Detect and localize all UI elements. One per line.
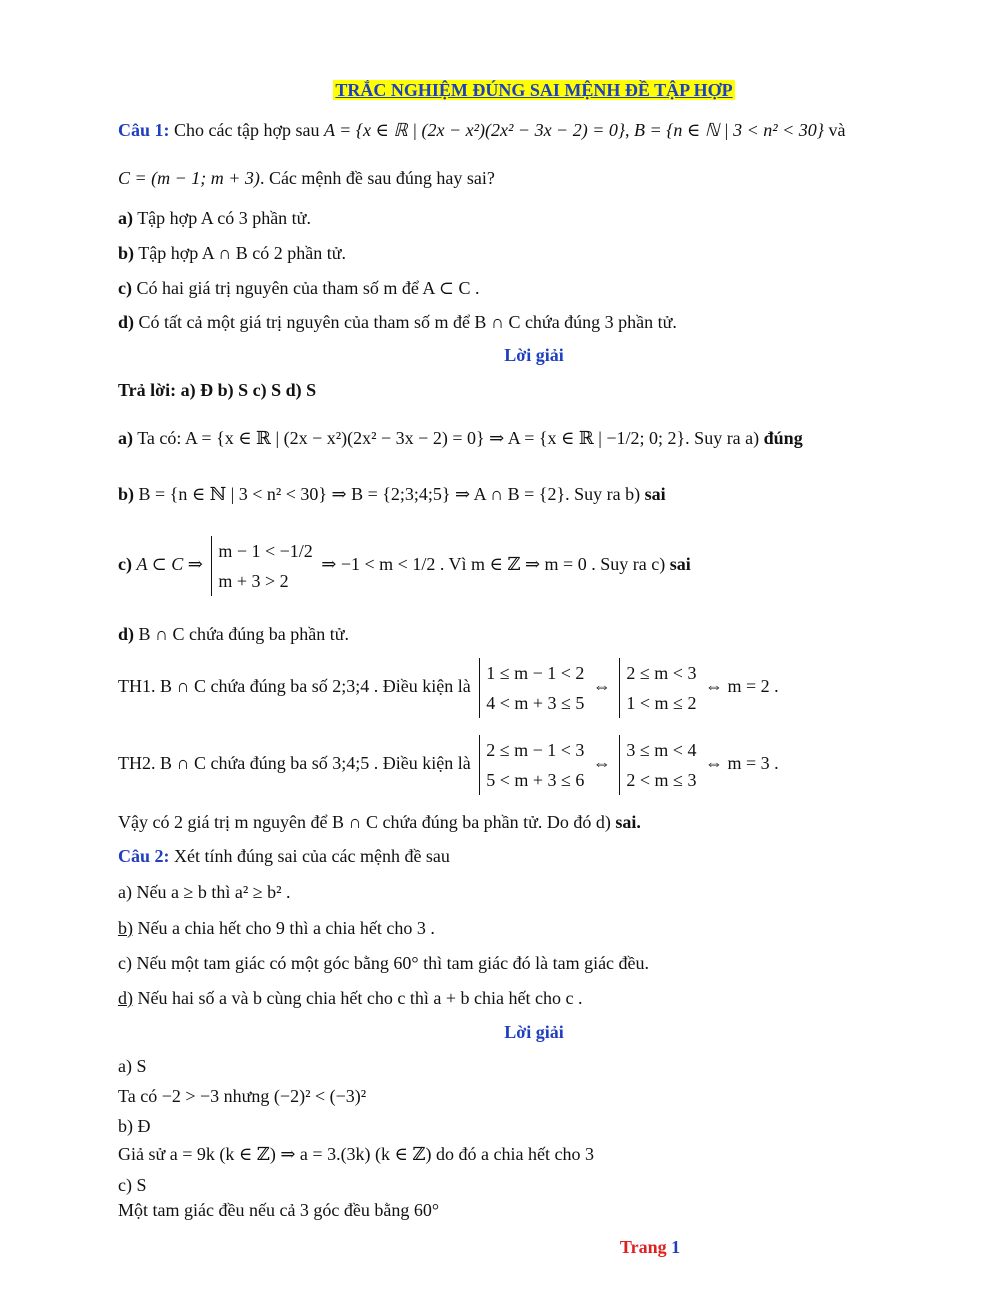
q2-solution-b-text: Giả sử a = 9k (k ∈ ℤ) ⇒ a = 3.(3k) (k ∈ ℤ) do đó a chia hết cho 3	[118, 1144, 594, 1164]
system-brace	[479, 658, 584, 718]
q2-intro: Xét tính đúng sai của các mệnh đề sau	[174, 846, 450, 866]
system-row: 3 ≤ m < 4	[626, 740, 697, 760]
solution-text: B = {n ∈ ℕ | 3 < n² < 30} ⇒ B = {2;3;4;5} ⇒ A ∩ B = {2}. Suy ra b)	[138, 484, 641, 504]
system-row: 5 < m + 3 ≤ 6	[486, 770, 585, 790]
option-label: b)	[118, 918, 133, 938]
q1-label: Câu 1:	[118, 120, 170, 140]
solution-text: A ⊂ C ⇒	[136, 554, 203, 575]
option-text: Nếu a chia hết cho 9 thì a chia hết cho 3 .	[137, 918, 435, 938]
q1-solution-b	[118, 484, 666, 505]
system-row: 2 ≤ m < 3	[626, 663, 697, 683]
case-result: ⇔ m = 2 .	[704, 676, 779, 697]
case-text: TH1. B ∩ C chứa đúng ba số 2;3;4 . Điều kiện là	[118, 676, 471, 697]
solution-label: a)	[118, 428, 133, 448]
q2-solution-c-text: Một tam giác đều nếu cả 3 góc đều bằng 60°	[118, 1200, 440, 1220]
option-label: c)	[118, 278, 132, 298]
q2-label: Câu 2:	[118, 846, 170, 866]
q1-intro: Cho các tập hợp sau	[174, 120, 320, 140]
option-label: a)	[118, 208, 133, 228]
system-row: m + 3 > 2	[218, 571, 289, 591]
option-text: Có hai giá trị nguyên của tham số m để A ⊂ C .	[136, 278, 480, 298]
q1-solution-a	[118, 428, 803, 449]
q1-and: và	[828, 120, 846, 140]
q1-statement-2	[118, 168, 495, 189]
q2-option-a	[118, 882, 291, 903]
q2-option-b	[118, 918, 435, 939]
solution-text: B ∩ C chứa đúng ba phần tử.	[138, 624, 349, 644]
conclusion-text: Vậy có 2 giá trị m nguyên để B ∩ C chứa đúng ba phần tử. Do đó d)	[118, 812, 611, 832]
q2-solution-b: b) Đ	[118, 1116, 151, 1136]
q1-option-a	[118, 208, 311, 229]
page-title: TRẮC NGHIỆM ĐÚNG SAI MỆNH ĐỀ TẬP HỢP	[335, 80, 733, 100]
option-text: Nếu một tam giác có một góc bằng 60° thì tam giác đó là tam giác đều.	[136, 953, 650, 973]
q1-conclusion	[118, 812, 641, 833]
option-text: Tập hợp A có 3 phần tử.	[137, 208, 311, 228]
option-label: d)	[118, 988, 133, 1008]
q1-option-b	[118, 243, 346, 264]
q2-solution-c: c) S	[118, 1175, 147, 1195]
q1-option-c	[118, 278, 480, 299]
verdict: sai	[644, 484, 666, 504]
q1-option-d	[118, 312, 677, 333]
option-label: a)	[118, 882, 132, 902]
option-label: d)	[118, 312, 135, 332]
system-brace	[211, 536, 312, 596]
case-result: ⇔ m = 3 .	[704, 753, 779, 774]
page-word: Trang	[619, 1237, 667, 1257]
system-row: 2 < m ≤ 3	[626, 770, 697, 790]
q1-answer: Trả lời: a) Đ b) S c) S d) S	[118, 380, 317, 400]
q2-statement	[118, 846, 450, 867]
q1-case-1: TH1. B ∩ C chứa đúng ba số 2;3;4 . Điều kiện là 1 ≤ m − 1 < 2 4 < m + 3 ≤ 5 ⇔ 2 ≤ m < 3 1 < m ≤ 2 ⇔ m = 2 .	[118, 658, 779, 718]
q1-set-c: C = (m − 1; m + 3)	[118, 168, 260, 188]
q2-solution-title: Lời giải	[504, 1022, 564, 1042]
solution-label: c)	[118, 554, 132, 575]
system-row: m − 1 < −1/2	[218, 541, 313, 561]
q1-solution-c	[118, 536, 691, 596]
q1-solution-title: Lời giải	[504, 345, 564, 365]
q1-set-a: A = {x ∈ ℝ | (2x − x²)(2x² − 3x − 2) = 0}	[324, 120, 626, 140]
system-row: 1 < m ≤ 2	[626, 693, 697, 713]
system-brace	[619, 658, 696, 718]
solution-text: Ta có: A = {x ∈ ℝ | (2x − x²)(2x² − 3x − 2) = 0} ⇒ A = {x ∈ ℝ | −1/2; 0; 2}. Suy ra a)	[137, 428, 760, 448]
option-text: Nếu hai số a và b cùng chia hết cho c thì a + b chia hết cho c .	[137, 988, 583, 1008]
q1-solution-d	[118, 624, 349, 645]
system-row: 1 ≤ m − 1 < 2	[486, 663, 585, 683]
q2-option-d	[118, 988, 583, 1009]
system-brace	[479, 735, 584, 795]
q1-set-b: B = {n ∈ ℕ | 3 < n² < 30}	[634, 120, 824, 140]
option-text: Tập hợp A ∩ B có 2 phần tử.	[138, 243, 346, 263]
case-text: TH2. B ∩ C chứa đúng ba số 3;4;5 . Điều kiện là	[118, 753, 471, 774]
verdict: đúng	[763, 428, 803, 448]
option-label: b)	[118, 243, 135, 263]
system-row: 2 ≤ m − 1 < 3	[486, 740, 585, 760]
system-brace	[619, 735, 696, 795]
q2-solution-a-text: Ta có −2 > −3 nhưng (−2)² < (−3)²	[118, 1086, 367, 1106]
verdict: sai.	[615, 812, 641, 832]
solution-label: b)	[118, 484, 135, 504]
q1-statement: Câu 1: Cho các tập hợp sau A = {x ∈ ℝ | (2x − x²)(2x² − 3x − 2) = 0}, B = {n ∈ ℕ | 3 < n² < 30} và	[118, 120, 846, 140]
option-text: Nếu a ≥ b thì a² ≥ b² .	[136, 882, 291, 902]
q1-ask: . Các mệnh đề sau đúng hay sai?	[259, 168, 495, 188]
q1-case-2: TH2. B ∩ C chứa đúng ba số 3;4;5 . Điều kiện là 2 ≤ m − 1 < 3 5 < m + 3 ≤ 6 ⇔ 3 ≤ m < 4 2 < m ≤ 3 ⇔ m = 3 .	[118, 735, 779, 795]
solution-label: d)	[118, 624, 135, 644]
page-footer	[0, 1237, 1000, 1258]
q2-option-c	[118, 953, 649, 974]
solution-text: ⇒ −1 < m < 1/2 . Vì m ∈ ℤ ⇒ m = 0 . Suy ra c)	[321, 554, 666, 575]
system-row: 4 < m + 3 ≤ 5	[486, 693, 585, 713]
verdict: sai	[669, 554, 691, 575]
option-text: Có tất cả một giá trị nguyên của tham số m để B ∩ C chứa đúng 3 phần tử.	[138, 312, 677, 332]
q2-solution-a: a) S	[118, 1056, 147, 1076]
option-label: c)	[118, 953, 132, 973]
page-number: 1	[671, 1237, 681, 1257]
